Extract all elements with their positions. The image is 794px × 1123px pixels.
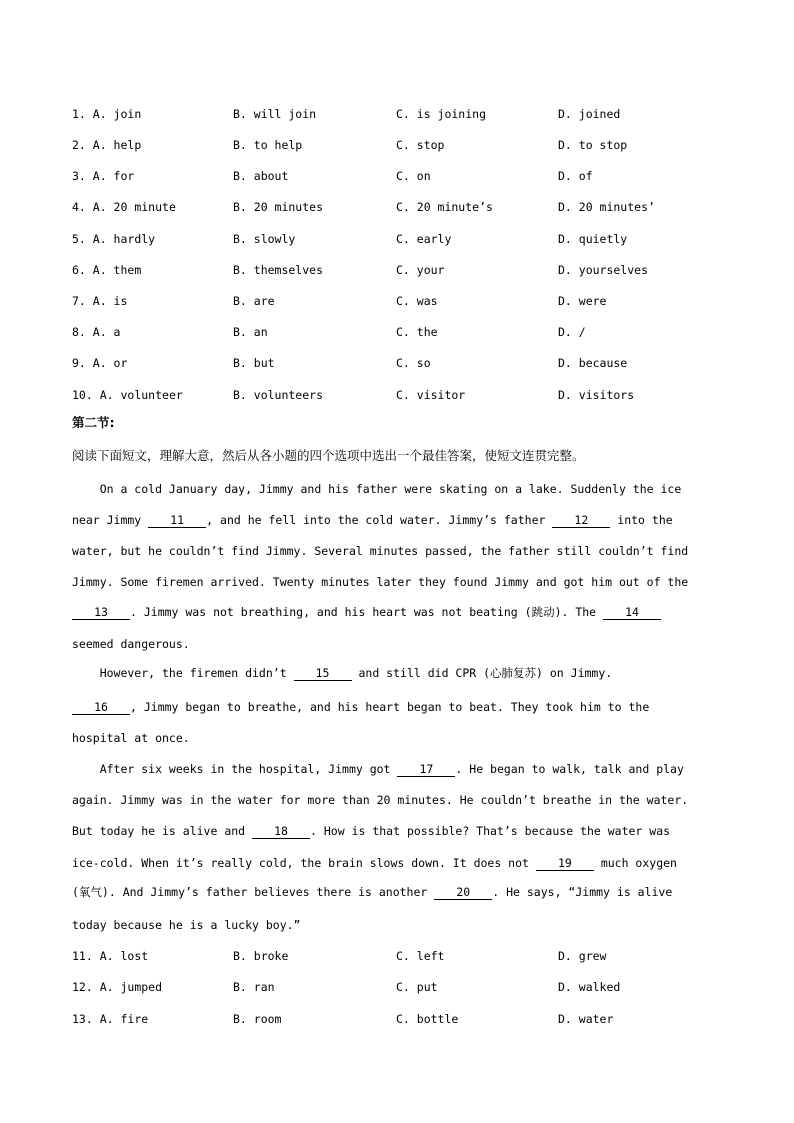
question-number: 3. xyxy=(72,169,93,183)
option-text: B. to help xyxy=(233,138,303,152)
option-text: C. the xyxy=(396,325,438,339)
option-d xyxy=(558,979,620,995)
passage-line xyxy=(72,792,688,808)
option-text: A. volunteer xyxy=(99,388,183,402)
option-text: B. broke xyxy=(233,949,289,963)
option-b xyxy=(233,948,288,964)
option-b xyxy=(233,293,275,309)
answer-blank: 11 xyxy=(148,514,206,528)
option-text: D. of xyxy=(558,169,593,183)
passage-text: Jimmy. Some firemen arrived. Twenty minutes later they found Jimmy and got him out of the xyxy=(72,575,689,589)
option-b xyxy=(233,106,316,122)
option-text: A. for xyxy=(92,169,135,183)
option-text: D. grew xyxy=(558,949,607,963)
passage-text: . How is that possible? That’s because the water was xyxy=(310,824,671,838)
option-text: D. to stop xyxy=(558,138,628,152)
option-d xyxy=(558,948,606,964)
option-text: C. early xyxy=(396,232,452,246)
option-b xyxy=(233,137,302,153)
option-a xyxy=(72,1011,148,1027)
question-number: 12. xyxy=(72,980,100,994)
option-c xyxy=(396,231,451,247)
option-text: D. 20 minutes’ xyxy=(558,200,655,214)
option-c xyxy=(396,106,486,122)
question-number: 5. xyxy=(72,232,93,246)
question-number: 2. xyxy=(72,138,93,152)
option-text: B. ran xyxy=(233,980,275,994)
passage-text: After six weeks in the hospital, Jimmy got xyxy=(72,762,398,776)
option-d xyxy=(558,324,586,340)
option-a xyxy=(72,355,127,371)
option-text: C. 20 minute’s xyxy=(396,200,493,214)
answer-blank: 17 xyxy=(397,763,455,777)
option-text: A. is xyxy=(92,294,128,308)
option-a xyxy=(72,231,155,247)
passage-line xyxy=(72,665,612,681)
option-d xyxy=(558,262,648,278)
option-c xyxy=(396,137,444,153)
question-number: 1. xyxy=(72,107,93,121)
option-text: B. volunteers xyxy=(233,388,324,402)
option-text: B. about xyxy=(233,169,289,183)
option-text: A. join xyxy=(92,107,142,121)
option-c xyxy=(396,293,438,309)
option-d xyxy=(558,199,655,215)
passage-text: into the xyxy=(610,513,673,527)
passage-line xyxy=(72,543,688,559)
passage-text: . He says, “Jimmy is alive xyxy=(492,885,673,899)
answer-blank: 15 xyxy=(294,667,352,681)
option-text: D. walked xyxy=(558,980,621,994)
passage-text: , Jimmy began to breathe, and his heart began to beat. They took him to the xyxy=(130,700,650,714)
passage-text: seemed dangerous. xyxy=(72,637,190,651)
option-b xyxy=(233,199,323,215)
option-text: B. but xyxy=(233,356,275,370)
passage-line xyxy=(72,884,672,900)
question-number: 8. xyxy=(72,325,93,339)
answer-blank: 16 xyxy=(72,701,130,715)
passage-line xyxy=(72,604,661,620)
answer-blank: 12 xyxy=(552,514,610,528)
answer-blank: 18 xyxy=(252,825,310,839)
answer-blank: 14 xyxy=(603,606,661,620)
option-a xyxy=(72,324,120,340)
option-text: D. were xyxy=(558,294,607,308)
option-text: A. hardly xyxy=(92,232,156,246)
option-text: C. visitor xyxy=(396,388,466,402)
option-text: C. bottle xyxy=(396,1012,459,1026)
answer-blank: 19 xyxy=(536,857,594,871)
option-a xyxy=(72,262,141,278)
option-text: C. on xyxy=(396,169,431,183)
option-text: B. will join xyxy=(233,107,317,121)
passage-line xyxy=(72,699,649,715)
option-text: A. fire xyxy=(99,1012,149,1026)
option-a xyxy=(72,106,141,122)
question-number: 4. xyxy=(72,200,93,214)
passage-text: . Jimmy was not breathing, and his heart was not beating (跳动). The xyxy=(130,605,604,619)
option-text: A. a xyxy=(92,325,121,339)
passage-text: ice-cold. When it’s really cold, the brain slows down. It does not xyxy=(72,856,536,870)
option-c xyxy=(396,1011,458,1027)
option-a xyxy=(72,293,127,309)
option-d xyxy=(558,293,606,309)
passage-text: However, the firemen didn’t xyxy=(72,666,294,680)
option-text: B. room xyxy=(233,1012,282,1026)
option-text: C. stop xyxy=(396,138,445,152)
passage-text: , and he fell into the cold water. Jimmy’s father xyxy=(206,513,553,527)
passage-text: On a cold January day, Jimmy and his father were skating on a lake. Suddenly the ice xyxy=(72,482,682,496)
option-a xyxy=(72,979,162,995)
option-text: A. jumped xyxy=(99,980,163,994)
option-text: A. lost xyxy=(99,949,149,963)
option-b xyxy=(233,979,275,995)
passage-text: much oxygen xyxy=(593,856,677,870)
option-b xyxy=(233,355,275,371)
option-c xyxy=(396,168,431,184)
option-text: C. your xyxy=(396,263,445,277)
option-text: B. an xyxy=(233,325,268,339)
option-c xyxy=(396,979,438,995)
option-text: D. because xyxy=(558,356,628,370)
option-text: A. help xyxy=(92,138,142,152)
passage-text: (氧气). And Jimmy’s father believes there is another xyxy=(72,885,435,899)
option-text: A. them xyxy=(92,263,142,277)
option-text: A. or xyxy=(92,356,128,370)
option-b xyxy=(233,262,323,278)
option-c xyxy=(396,948,444,964)
option-text: C. so xyxy=(396,356,431,370)
option-text: D. joined xyxy=(558,107,621,121)
option-a xyxy=(72,199,176,215)
option-c xyxy=(396,199,493,215)
option-text: B. themselves xyxy=(233,263,324,277)
option-text: C. is joining xyxy=(396,107,487,121)
instruction-text: 阅读下面短文，理解大意，然后从各小题的四个选项中选出一个最佳答案，使短文连贯完整。 xyxy=(72,448,585,463)
option-a xyxy=(72,948,148,964)
question-number: 9. xyxy=(72,356,93,370)
passage-line xyxy=(72,823,670,839)
option-text: D. water xyxy=(558,1012,614,1026)
option-text: D. quietly xyxy=(558,232,628,246)
option-d xyxy=(558,137,627,153)
answer-blank: 20 xyxy=(434,886,492,900)
option-text: B. slowly xyxy=(233,232,296,246)
passage-line xyxy=(72,917,300,933)
option-a xyxy=(72,387,183,403)
option-text: D. yourselves xyxy=(558,263,649,277)
passage-text: again. Jimmy was in the water for more than 20 minutes. He couldn’t breathe in the water. xyxy=(72,793,689,807)
option-c xyxy=(396,324,438,340)
option-b xyxy=(233,168,288,184)
passage-line xyxy=(72,636,190,652)
option-a xyxy=(72,137,141,153)
passage-line xyxy=(72,855,677,871)
option-d xyxy=(558,387,634,403)
question-number: 11. xyxy=(72,949,100,963)
option-text: D. visitors xyxy=(558,388,635,402)
passage-text: near Jimmy xyxy=(72,513,149,527)
answer-blank: 13 xyxy=(72,606,130,620)
section-heading: 第二节: xyxy=(72,415,115,430)
question-number: 10. xyxy=(72,388,100,402)
option-text: B. 20 minutes xyxy=(233,200,324,214)
option-b xyxy=(233,231,295,247)
option-text: C. was xyxy=(396,294,438,308)
passage-text: and still did CPR (心肺复苏) on Jimmy. xyxy=(351,666,613,680)
passage-text: water, but he couldn’t find Jimmy. Several minutes passed, the father still couldn’t find xyxy=(72,544,689,558)
passage-line xyxy=(72,730,190,746)
option-d xyxy=(558,106,620,122)
passage-line xyxy=(72,761,684,777)
option-d xyxy=(558,231,627,247)
option-text: C. left xyxy=(396,949,445,963)
passage-line xyxy=(72,574,688,590)
passage-text: today because he is a lucky boy.” xyxy=(72,918,301,932)
option-a xyxy=(72,168,134,184)
option-b xyxy=(233,324,268,340)
passage-text: But today he is alive and xyxy=(72,824,253,838)
option-b xyxy=(233,387,323,403)
option-text: D. / xyxy=(558,325,586,339)
option-d xyxy=(558,355,627,371)
option-d xyxy=(558,1011,613,1027)
option-c xyxy=(396,387,465,403)
option-d xyxy=(558,168,593,184)
option-text: C. put xyxy=(396,980,438,994)
option-text: A. 20 minute xyxy=(92,200,176,214)
question-number: 7. xyxy=(72,294,93,308)
option-text: B. are xyxy=(233,294,275,308)
question-number: 13. xyxy=(72,1012,100,1026)
option-c xyxy=(396,262,444,278)
passage-line xyxy=(72,481,681,497)
passage-text: hospital at once. xyxy=(72,731,190,745)
question-number: 6. xyxy=(72,263,93,277)
option-b xyxy=(233,1011,281,1027)
option-c xyxy=(396,355,431,371)
passage-line xyxy=(72,512,673,528)
passage-text: . He began to walk, talk and play xyxy=(455,762,684,776)
